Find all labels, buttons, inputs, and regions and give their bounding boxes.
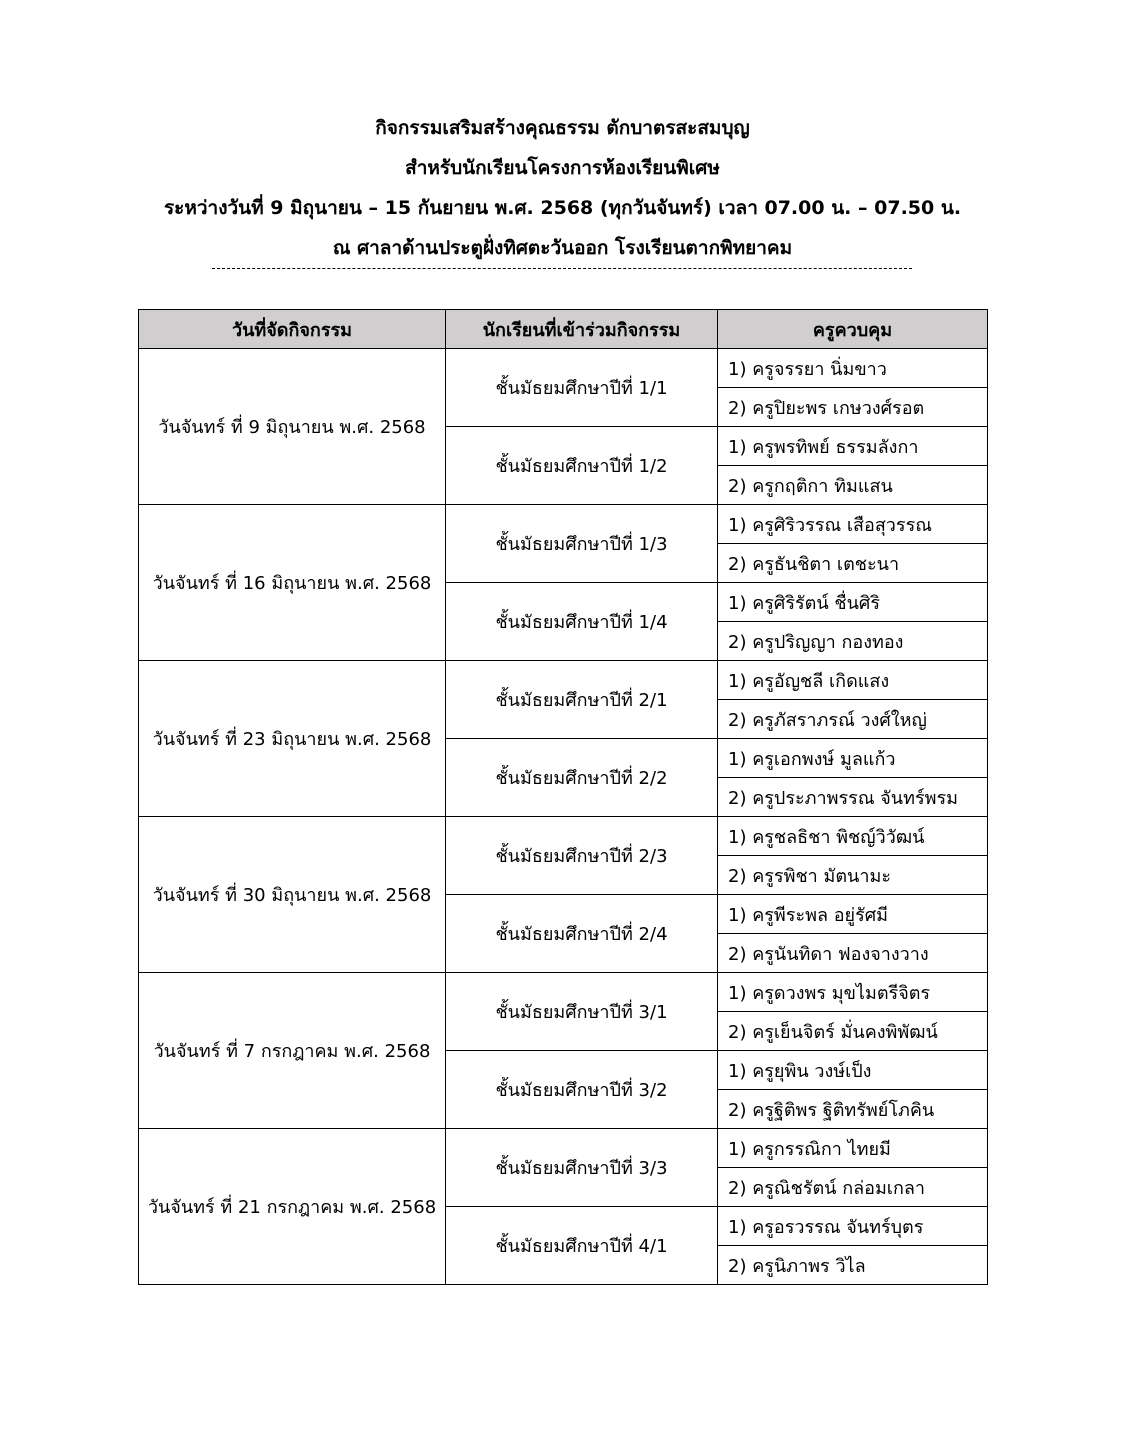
table-row	[139, 817, 988, 856]
supervising-teacher-cell: 1) ครูดวงพร มุขไมตรีจิตร	[718, 973, 988, 1012]
supervising-teacher-cell: 2) ครูธันชิตา เตชะนา	[718, 544, 988, 583]
title-line-3: ระหว่างวันที่ 9 มิถุนายน – 15 กันยายน พ.ศ. 2568 (ทุกวันจันทร์) เวลา 07.00 น. – 07.50 น.	[163, 197, 962, 219]
supervising-teacher-cell: 1) ครูศิริวรรณ เสือสุวรรณ	[718, 505, 988, 544]
student-class-cell: ชั้นมัธยมศึกษาปีที่ 1/1	[446, 349, 718, 427]
table-row	[139, 1129, 988, 1168]
student-class-cell: ชั้นมัธยมศึกษาปีที่ 2/1	[446, 661, 718, 739]
title-line-2: สำหรับนักเรียนโครงการห้องเรียนพิเศษ	[405, 157, 720, 179]
supervising-teacher-cell: 2) ครูรพิชา มัตนามะ	[718, 856, 988, 895]
supervising-teacher-cell: 1) ครูกรรณิกา ไทยมี	[718, 1129, 988, 1168]
supervising-teacher-cell: 1) ครูศิริรัตน์ ชื่นศิริ	[718, 583, 988, 622]
student-class-cell: ชั้นมัธยมศึกษาปีที่ 2/3	[446, 817, 718, 895]
student-class-cell: ชั้นมัธยมศึกษาปีที่ 1/2	[446, 427, 718, 505]
supervising-teacher-cell: 1) ครูชลธิชา พิชญ์วิวัฒน์	[718, 817, 988, 856]
supervising-teacher-cell: 2) ครูฐิติพร ฐิติทรัพย์โภคิน	[718, 1090, 988, 1129]
supervising-teacher-cell: 2) ครูนิภาพร วิไล	[718, 1246, 988, 1285]
student-class-cell: ชั้นมัธยมศึกษาปีที่ 2/2	[446, 739, 718, 817]
supervising-teacher-cell: 1) ครูพีระพล อยู่รัศมี	[718, 895, 988, 934]
supervising-teacher-cell: 2) ครูปริญญา กองทอง	[718, 622, 988, 661]
supervising-teacher-cell: 2) ครูนันทิดา ฟองจางวาง	[718, 934, 988, 973]
student-class-cell: ชั้นมัธยมศึกษาปีที่ 1/3	[446, 505, 718, 583]
supervising-teacher-cell: 1) ครูจรรยา นิ่มขาว	[718, 349, 988, 388]
supervising-teacher-cell: 2) ครูณิชรัตน์ กล่อมเกลา	[718, 1168, 988, 1207]
student-class-cell: ชั้นมัธยมศึกษาปีที่ 3/1	[446, 973, 718, 1051]
student-class-cell: ชั้นมัธยมศึกษาปีที่ 1/4	[446, 583, 718, 661]
supervising-teacher-cell: 1) ครูอรวรรณ จันทร์บุตร	[718, 1207, 988, 1246]
dashed-divider	[212, 268, 912, 269]
document-header	[0, 108, 1125, 268]
student-class-cell: ชั้นมัธยมศึกษาปีที่ 3/3	[446, 1129, 718, 1207]
supervising-teacher-cell: 2) ครูกฤติกา ทิมแสน	[718, 466, 988, 505]
activity-date-cell: วันจันทร์ ที่ 7 กรกฎาคม พ.ศ. 2568	[139, 973, 446, 1129]
table-row	[139, 973, 988, 1012]
activity-date-cell: วันจันทร์ ที่ 21 กรกฎาคม พ.ศ. 2568	[139, 1129, 446, 1285]
table-row	[139, 349, 988, 388]
title-line-1: กิจกรรมเสริมสร้างคุณธรรม ตักบาตรสะสมบุญ	[375, 117, 750, 139]
supervising-teacher-cell: 1) ครูยุพิน วงษ์เป็ง	[718, 1051, 988, 1090]
activity-date-cell: วันจันทร์ ที่ 9 มิถุนายน พ.ศ. 2568	[139, 349, 446, 505]
supervising-teacher-cell: 1) ครูพรทิพย์ ธรรมลังกา	[718, 427, 988, 466]
supervising-teacher-cell: 2) ครูเย็นจิตร์ มั่นคงพิพัฒน์	[718, 1012, 988, 1051]
schedule-table	[138, 309, 988, 1285]
activity-date-cell: วันจันทร์ ที่ 30 มิถุนายน พ.ศ. 2568	[139, 817, 446, 973]
table-header-row	[139, 310, 988, 349]
supervising-teacher-cell: 2) ครูประภาพรรณ จันทร์พรม	[718, 778, 988, 817]
column-header-teachers: ครูควบคุม	[718, 310, 988, 349]
activity-date-cell: วันจันทร์ ที่ 23 มิถุนายน พ.ศ. 2568	[139, 661, 446, 817]
student-class-cell: ชั้นมัธยมศึกษาปีที่ 2/4	[446, 895, 718, 973]
column-header-date: วันที่จัดกิจกรรม	[139, 310, 446, 349]
column-header-students: นักเรียนที่เข้าร่วมกิจกรรม	[446, 310, 718, 349]
supervising-teacher-cell: 2) ครูปิยะพร เกษวงศ์รอต	[718, 388, 988, 427]
table-body	[139, 349, 988, 1285]
supervising-teacher-cell: 1) ครูเอกพงษ์ มูลแก้ว	[718, 739, 988, 778]
table-row	[139, 661, 988, 700]
supervising-teacher-cell: 1) ครูอัญชลี เกิดแสง	[718, 661, 988, 700]
activity-date-cell: วันจันทร์ ที่ 16 มิถุนายน พ.ศ. 2568	[139, 505, 446, 661]
supervising-teacher-cell: 2) ครูภัสราภรณ์ วงศ์ใหญ่	[718, 700, 988, 739]
student-class-cell: ชั้นมัธยมศึกษาปีที่ 3/2	[446, 1051, 718, 1129]
title-line-4: ณ ศาลาด้านประตูฝั่งทิศตะวันออก โรงเรียนตากพิทยาคม	[332, 237, 793, 259]
table-row	[139, 505, 988, 544]
student-class-cell: ชั้นมัธยมศึกษาปีที่ 4/1	[446, 1207, 718, 1285]
